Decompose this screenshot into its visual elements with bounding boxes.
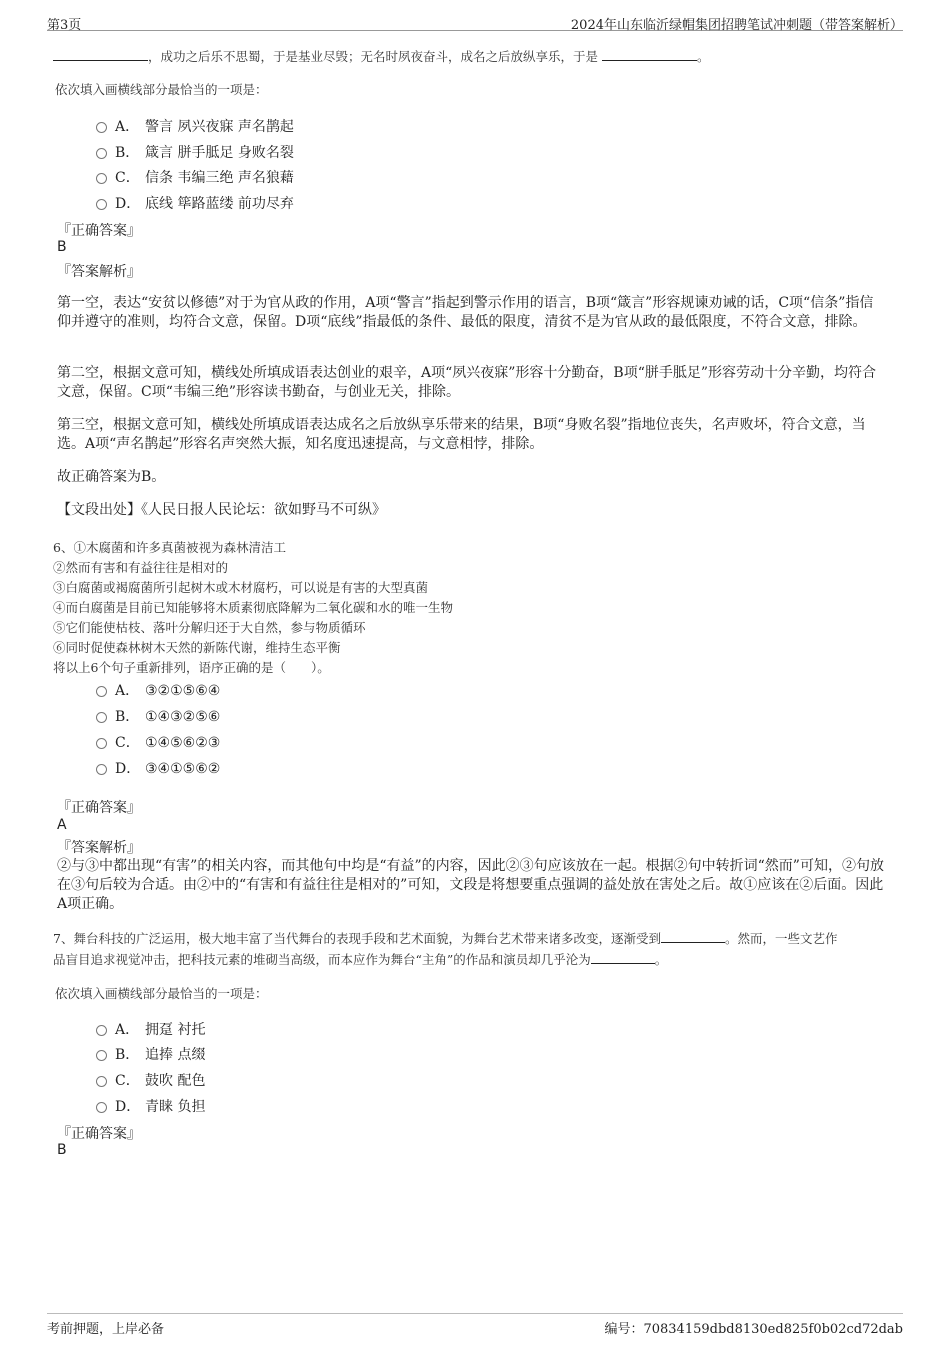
option-text: ③④①⑤⑥② [145, 761, 221, 777]
q7-option-c[interactable] [96, 1070, 205, 1090]
q5-sentence-text: ，成功之后乐不思蜀，于是基业尽毁；无名时夙夜奋斗，成名之后放纵享乐，于是 [148, 49, 599, 64]
q7-text: 。 [654, 952, 668, 967]
q5-option-a[interactable] [96, 116, 294, 136]
q5-answer: B [57, 239, 67, 255]
q7-option-a[interactable] [96, 1019, 205, 1039]
q5-answer-header: 『正确答案』 [57, 223, 141, 239]
q6-answer: A [57, 817, 67, 833]
radio-icon[interactable] [96, 173, 107, 184]
q5-analysis-paragraph: 第二空，根据文意可知，横线处所填成语表达创业的艰辛，A项“夙兴夜寐”形容十分勤奋，B项“胼手胝足”形容劳动十分辛勤，均符合文意，保留。C项“韦编三绝”形容读书勤奋，与创业无关，排除。 [57, 365, 877, 400]
q6-line: ③白腐菌或褐腐菌所引起树木或木材腐朽，可以说是有害的大型真菌 [53, 580, 429, 595]
option-text: ③②①⑤⑥④ [145, 683, 221, 699]
q7-answer-header: 『正确答案』 [57, 1126, 141, 1142]
q6-analysis: ②与③中都出现“有害”的相关内容，而其他句中均是“有益”的内容，因此②③句应该放在一起。根据②句中转折词“然而”可知，②句放在③句后较为合适。由②中的“有害和有益往往是相对的”可知，文段是将想要重点强调的益处放在害处之后。故①应该在②后面。因此A项正确。 [57, 858, 884, 912]
q7-answer: B [57, 1142, 67, 1158]
option-text: ①④⑤⑥②③ [145, 735, 221, 751]
q6-option-b[interactable] [96, 706, 220, 726]
q5-option-b[interactable] [96, 142, 294, 162]
option-text: 底线 筚路蓝缕 前功尽弃 [145, 196, 294, 212]
q5-source: 【文段出处】《人民日报人民论坛：欲如野马不可纵》 [57, 502, 386, 518]
q7-prompt: 依次填入画横线部分最恰当的一项是： [55, 986, 268, 1001]
q7-text: 。然而，一些文艺作 [724, 931, 838, 946]
page-footer [47, 1313, 903, 1336]
radio-icon[interactable] [96, 199, 107, 210]
option-label: D． [115, 761, 141, 777]
option-text: 鼓吹 配色 [145, 1073, 206, 1089]
radio-icon[interactable] [96, 764, 107, 775]
radio-icon[interactable] [96, 122, 107, 133]
option-label: A． [115, 1022, 140, 1038]
option-label: D． [115, 196, 141, 212]
q7-option-d[interactable] [96, 1096, 205, 1116]
option-label: C． [115, 735, 140, 751]
radio-icon[interactable] [96, 1025, 107, 1036]
q6-option-c[interactable] [96, 732, 220, 752]
q7-option-b[interactable] [96, 1044, 205, 1064]
radio-icon[interactable] [96, 686, 107, 697]
radio-icon[interactable] [96, 1076, 107, 1087]
q6-line: ⑤它们能使枯枝、落叶分解归还于大自然，参与物质循环 [53, 620, 366, 635]
blank-line [661, 930, 725, 943]
blank-line [602, 48, 697, 61]
q5-prompt: 依次填入画横线部分最恰当的一项是： [55, 82, 268, 97]
radio-icon[interactable] [96, 1050, 107, 1061]
option-label: C． [115, 1073, 140, 1089]
radio-icon[interactable] [96, 148, 107, 159]
q5-conclusion: 故正确答案为B。 [57, 469, 166, 485]
q5-option-c[interactable] [96, 167, 294, 187]
q5-sentence [53, 47, 710, 65]
q6-option-a[interactable] [96, 680, 220, 700]
q6-line: 6、①木腐菌和许多真菌被视为森林清洁工 [53, 540, 286, 555]
option-label: C． [115, 170, 140, 186]
q6-line: ④而白腐菌是目前已知能够将木质素彻底降解为二氧化碳和水的唯一生物 [53, 600, 454, 615]
q7-text: 品盲目追求视觉冲击，把科技元素的堆砌当高级，而本应作为舞台“主角”的作品和演员却几乎沦为 [53, 952, 591, 967]
option-text: 信条 韦编三绝 声名狼藉 [145, 170, 294, 186]
option-label: B． [115, 1047, 140, 1063]
q6-line: ⑥同时促使森林树木天然的新陈代谢，维持生态平衡 [53, 640, 341, 655]
option-label: B． [115, 709, 140, 725]
q5-analysis-header: 『答案解析』 [57, 264, 141, 280]
page-number: 第3页 [47, 18, 82, 33]
q5-sentence-end: 。 [697, 49, 710, 64]
option-text: 追捧 点缀 [145, 1047, 206, 1063]
option-label: A． [115, 119, 140, 135]
q7-text: 7、舞台科技的广泛运用，极大地丰富了当代舞台的表现手段和艺术面貌，为舞台艺术带来诸多改变，逐渐受到 [53, 931, 661, 946]
radio-icon[interactable] [96, 712, 107, 723]
document-title: 2024年山东临沂绿帽集团招聘笔试冲刺题（带答案解析） [570, 18, 903, 33]
q6-line: ②然而有害和有益往往是相对的 [53, 560, 229, 575]
q5-option-d[interactable] [96, 193, 294, 213]
option-text: 警言 夙兴夜寐 声名鹊起 [145, 119, 294, 135]
page-header [47, 10, 903, 31]
q6-option-d[interactable] [96, 758, 220, 778]
q6-answer-header: 『正确答案』 [57, 800, 141, 816]
radio-icon[interactable] [96, 738, 107, 749]
blank-line [591, 951, 655, 964]
q6-analysis-header: 『答案解析』 [57, 840, 141, 856]
document-id: 编号：70834159dbd8130ed825f0b02cd72dab [604, 1322, 903, 1337]
q5-analysis-paragraph: 第三空，根据文意可知，横线处所填成语表达成名之后放纵享乐带来的结果，B项“身败名裂”指地位丧失，名声败坏，符合文意，当选。A项“声名鹊起”形容名声突然大振，知名度迅速提高，与文意相悖，排除。 [57, 417, 866, 452]
option-text: 拥趸 衬托 [145, 1022, 206, 1038]
q5-analysis-paragraph: 第一空，表达“安贫以修德”对于为官从政的作用，A项“警言”指起到警示作用的语言，B项“箴言”形容规谏劝诫的话，C项“信条”指信仰并遵守的准则，均符合文意，保留。D项“底线”指最低的条件、最低的限度，清贫不是为官从政的最低限度，不符合文意，排除。 [57, 295, 874, 330]
option-text: 箴言 胼手胝足 身败名裂 [145, 145, 294, 161]
option-label: A． [115, 683, 140, 699]
option-label: D． [115, 1099, 141, 1115]
radio-icon[interactable] [96, 1102, 107, 1113]
q7-line [53, 929, 837, 947]
option-label: B． [115, 145, 140, 161]
option-text: 青睐 负担 [145, 1099, 206, 1115]
q6-prompt: 将以上6个句子重新排列，语序正确的是（ ）。 [53, 660, 330, 675]
blank-line [53, 48, 148, 61]
footer-slogan: 考前押题，上岸必备 [47, 1322, 165, 1337]
option-text: ①④③②⑤⑥ [145, 709, 221, 725]
q7-line [53, 950, 667, 968]
